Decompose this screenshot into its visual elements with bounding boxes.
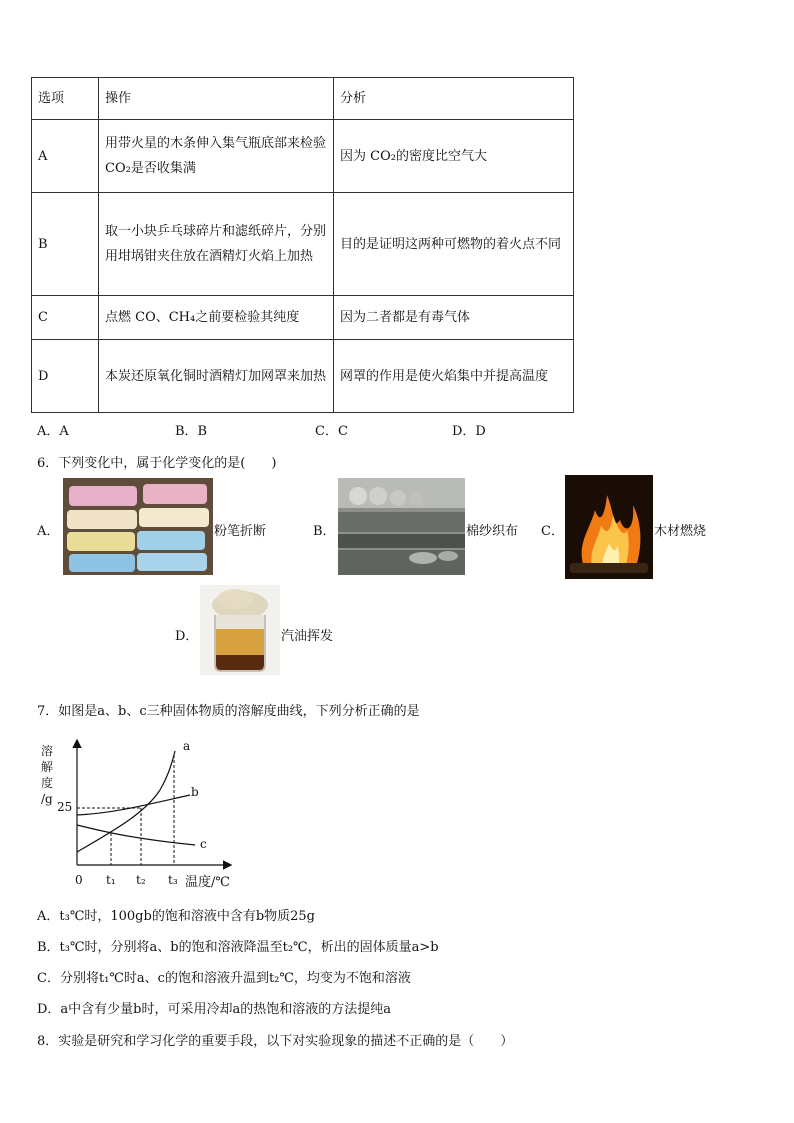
row-a-analysis: 因为 CO₂的密度比空气大 xyxy=(334,120,574,193)
q6-option-d-text: 汽油挥发 xyxy=(281,629,334,644)
q5-options xyxy=(37,420,557,438)
y-label-char: /g xyxy=(41,792,53,806)
q7-option-b[interactable]: B．t₃℃时，分别将a、b的饱和溶液降温至t₂℃，析出的固体质量a>b xyxy=(37,940,439,955)
solubility-graph xyxy=(35,735,240,895)
q6-option-b-letter[interactable]: B． xyxy=(313,524,336,539)
q6-option-d-letter[interactable]: D． xyxy=(175,629,199,644)
curve-label-a: a xyxy=(183,739,191,753)
q7-option-c[interactable]: C．分别将t₁℃时a、c的饱和溶液升温到t₂℃，均变为不饱和溶液 xyxy=(37,971,411,986)
origin-label: 0 xyxy=(75,873,83,887)
options-table xyxy=(31,77,574,413)
gasoline-beaker-image xyxy=(200,585,280,675)
row-b-option: B xyxy=(32,193,99,296)
row-b-analysis: 目的是证明这两种可燃物的着火点不同 xyxy=(334,193,574,296)
burning-wood-image xyxy=(565,475,653,579)
q5-option-c[interactable]: C．C xyxy=(315,424,348,439)
y-label-char: 溶 xyxy=(41,744,54,758)
y-label-char: 度 xyxy=(41,776,54,790)
row-d-operation: 本炭还原氧化铜时酒精灯加网罩来加热 xyxy=(99,340,334,413)
q5-option-b[interactable]: B．B xyxy=(175,424,208,439)
q7-option-a[interactable]: A．t₃℃时，100gb的饱和溶液中含有b物质25g xyxy=(37,909,316,924)
y-axis-label xyxy=(41,743,55,807)
y-label-char: 解 xyxy=(41,760,54,774)
x-axis-label: 温度/℃ xyxy=(185,875,230,890)
curve-label-b: b xyxy=(191,785,199,799)
curve-label-c: c xyxy=(200,837,207,851)
q6-option-b-text: 棉纱织布 xyxy=(466,524,519,539)
q7-stem: 7．如图是a、b、c三种固体物质的溶解度曲线，下列分析正确的是 xyxy=(37,704,420,719)
q6-option-c-text: 木材燃烧 xyxy=(654,524,707,539)
row-c-analysis: 因为二者都是有毒气体 xyxy=(334,296,574,340)
q6-option-a-text: 粉笔折断 xyxy=(214,524,267,539)
header-analysis: 分析 xyxy=(334,78,574,120)
row-a-operation: 用带火星的木条伸入集气瓶底部来检验 CO₂是否收集满 xyxy=(99,120,334,193)
x-tick-t1: t₁ xyxy=(106,873,116,887)
row-d-option: D xyxy=(32,340,99,413)
q6-stem: 6．下列变化中，属于化学变化的是( ) xyxy=(37,456,277,471)
row-c-operation: 点燃 CO、CH₄之前要检验其纯度 xyxy=(99,296,334,340)
row-c-option: C xyxy=(32,296,99,340)
q7-option-d[interactable]: D．a中含有少量b时，可采用冷却a的热饱和溶液的方法提纯a xyxy=(37,1002,391,1017)
spinning-mill-image xyxy=(338,478,465,575)
header-operation: 操作 xyxy=(99,78,334,120)
row-d-analysis: 网罩的作用是使火焰集中并提高温度 xyxy=(334,340,574,413)
header-option: 选项 xyxy=(32,78,99,120)
x-tick-t3: t₃ xyxy=(168,873,178,887)
x-tick-t2: t₂ xyxy=(136,873,146,887)
row-b-operation: 取一小块乒乓球碎片和滤纸碎片，分别用坩埚钳夹住放在酒精灯火焰上加热 xyxy=(99,193,334,296)
q8-stem: 8．实验是研究和学习化学的重要手段，以下对实验现象的描述不正确的是（ ） xyxy=(37,1034,514,1049)
q6-option-c-letter[interactable]: C． xyxy=(541,524,564,539)
q5-option-d[interactable]: D．D xyxy=(452,424,486,439)
row-a-option: A xyxy=(32,120,99,193)
q6-option-a-letter[interactable]: A． xyxy=(37,524,60,539)
curve-b xyxy=(77,795,190,815)
chalk-image xyxy=(63,478,213,575)
q5-option-a[interactable]: A．A xyxy=(37,424,69,439)
y-tick-25: 25 xyxy=(57,800,73,814)
